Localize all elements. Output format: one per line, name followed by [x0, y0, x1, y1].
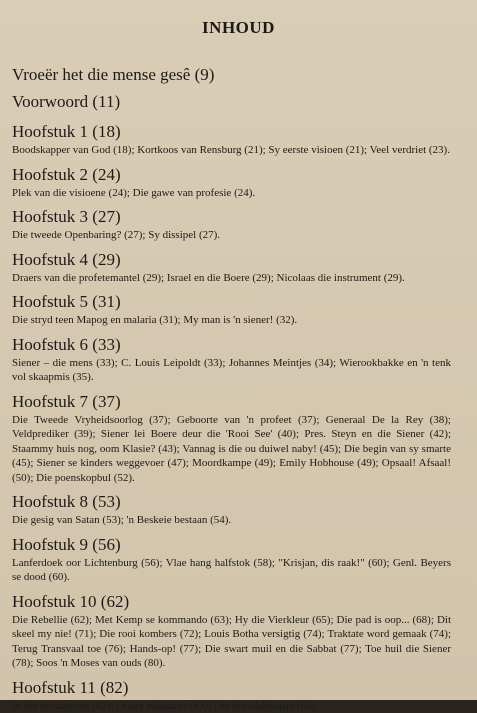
chapter-heading: Hoofstuk 2 (24) [12, 165, 451, 185]
chapter-heading: Hoofstuk 11 (82) [12, 678, 451, 698]
chapter-heading: Hoofstuk 7 (37) [12, 392, 451, 412]
chapter-entry [12, 492, 451, 528]
chapter-entry [12, 250, 451, 286]
chapter-sections: Die tweede Openbaring? (27); Sy dissipel (27). [12, 228, 451, 243]
chapter-entry [12, 678, 451, 713]
chapter-sections: Die stryd teen Mapog en malaria (31); My man is 'n siener! (32). [12, 313, 451, 328]
page-title: INHOUD [12, 18, 451, 38]
chapter-sections: Boodskapper van God (18); Kortkoos van Rensburg (21); Sy eerste visioen (21); Veel verdriet (23). [12, 143, 451, 158]
chapter-heading: Hoofstuk 6 (33) [12, 335, 451, 355]
chapter-entry [12, 335, 451, 385]
chapter-heading: Hoofstuk 9 (56) [12, 535, 451, 555]
chapter-entry [12, 292, 451, 328]
chapter-entry [12, 165, 451, 201]
chapter-sections: Die Tweede Vryheidsoorlog (37); Geboorte van 'n profeet (37); Generaal De la Rey (38); Veldprediker (39); Siener lei Boere deur die 'Rooi See' (40); Pres. Steyn en die Siener (42); Staammy huis nog, oom Klasie? (43); Vannag is die ou duiwel naby! (45); Die begin van sy smarte (45); Siener se kinders weggevoer (47); Moordkampe (49); Emily Hobhouse (49); Opsaal! Afsaal! (50); Die poenskopbul (52). [12, 413, 451, 486]
chapter-sections: Plek van die visioene (24); Die gawe van profesie (24). [12, 186, 451, 201]
chapter-sections: In die gevangenis (82); Onder plaasares (83); Die brakdakhuisie (85). [12, 699, 451, 713]
chapter-sections: Siener – die mens (33); C. Louis Leipoldt (33); Johannes Meintjes (34); Wierookbakke en 'n tenk vol skaapmis (35). [12, 356, 451, 385]
chapter-sections: Lanferdoek oor Lichtenburg (56); Vlae hang halfstok (58); "Krisjan, dis raak!" (60); Genl. Beyers se dood (60). [12, 556, 451, 585]
chapter-entry [12, 207, 451, 243]
front-matter-entry: Voorwoord (11) [12, 91, 451, 113]
front-matter-entry: Vroeër het die mense gesê (9) [12, 64, 451, 86]
chapter-sections: Die gesig van Satan (53); 'n Beskeie bestaan (54). [12, 513, 451, 528]
chapter-entry [12, 122, 451, 158]
chapter-heading: Hoofstuk 1 (18) [12, 122, 451, 142]
chapter-entry [12, 592, 451, 671]
chapter-heading: Hoofstuk 3 (27) [12, 207, 451, 227]
chapter-heading: Hoofstuk 4 (29) [12, 250, 451, 270]
chapter-heading: Hoofstuk 5 (31) [12, 292, 451, 312]
chapter-sections: Die Rebellie (62); Met Kemp se kommando (63); Hy die Vierkleur (65); Die pad is oop... (68); Dit skeel my nie! (71); Die rooi kombers (72); Louis Botha versigtig (74); Traktate word gemaak (74); Terug Transvaal toe (76); Hands-op! (77); Die swart muil en die Sabbat (77); Toe huil die Siener (78); Soos 'n Moses van ouds (80). [12, 613, 451, 671]
chapter-entry [12, 535, 451, 585]
chapter-entry [12, 392, 451, 486]
chapter-sections: Draers van die profetemantel (29); Israel en die Boere (29); Nicolaas die instrument (29). [12, 271, 451, 286]
chapter-heading: Hoofstuk 8 (53) [12, 492, 451, 512]
chapter-heading: Hoofstuk 10 (62) [12, 592, 451, 612]
